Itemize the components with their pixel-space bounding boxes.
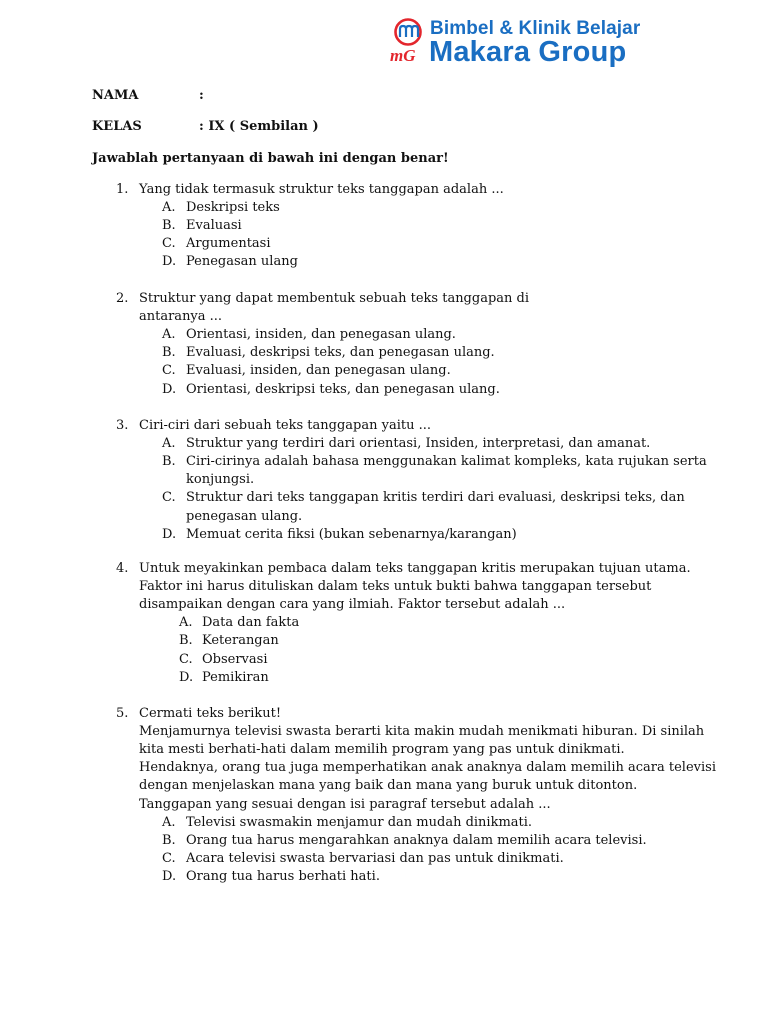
logo-mark-letters: mG xyxy=(390,46,416,64)
option-letter: A. xyxy=(162,327,176,343)
question-text: Ciri-ciri dari sebuah teks tanggapan yaitu ... xyxy=(139,418,431,433)
question-text: Untuk meyakinkan pembaca dalam teks tanggapan kritis merupakan tujuan utama. xyxy=(139,561,691,576)
option-text: Argumentasi xyxy=(186,236,271,252)
option-text: Penegasan ulang xyxy=(186,254,298,270)
option-text: Deskripsi teks xyxy=(186,200,280,216)
name-colon: : xyxy=(199,88,204,103)
makara-logo-icon xyxy=(388,16,432,64)
question-text: dengan menjelaskan mana yang baik dan mana yang buruk untuk ditonton. xyxy=(139,778,638,794)
option-letter: D. xyxy=(162,254,177,270)
option-text: Televisi swasmakin menjamur dan mudah dinikmati. xyxy=(186,814,533,830)
question-number: 2. xyxy=(116,291,129,306)
question-text: Cermati teks berikut! xyxy=(139,706,282,721)
option-text: Evaluasi, insiden, dan penegasan ulang. xyxy=(186,363,451,379)
question-text: Hendaknya, orang tua juga memperhatikan anak anaknya dalam memilih acara televisi xyxy=(139,760,716,776)
option-letter: C. xyxy=(179,651,193,667)
option-letter: C. xyxy=(162,490,176,506)
option-letter: C. xyxy=(162,363,176,379)
option-text: Orientasi, deskripsi teks, dan penegasan ulang. xyxy=(186,381,500,397)
option-text: Pemikiran xyxy=(202,669,269,685)
option-letter: D. xyxy=(179,669,194,685)
option-text: Evaluasi xyxy=(186,218,242,234)
question-text: Struktur yang dapat membentuk sebuah teks tanggapan di xyxy=(139,291,530,306)
question-text: Tanggapan yang sesuai dengan isi paragraf tersebut adalah ... xyxy=(139,796,551,812)
option-text: Acara televisi swasta bervariasi dan pas untuk dinikmati. xyxy=(186,850,564,866)
option-text: Evaluasi, deskripsi teks, dan penegasan ulang. xyxy=(186,345,495,361)
option-text: Memuat cerita fiksi (bukan sebenarnya/karangan) xyxy=(186,526,517,542)
class-label: KELAS xyxy=(92,119,142,134)
option-letter: B. xyxy=(162,454,176,470)
option-letter: B. xyxy=(162,832,176,848)
question-text: disampaikan dengan cara yang ilmiah. Faktor tersebut adalah ... xyxy=(139,597,566,613)
option-letter: B. xyxy=(179,633,193,649)
question-number: 4. xyxy=(116,561,129,576)
option-text: Keterangan xyxy=(202,633,279,649)
question-text: Menjamurnya televisi swasta berarti kita makin mudah menikmati hiburan. Di sinilah xyxy=(139,724,705,740)
question-text: Faktor ini harus dituliskan dalam teks untuk bukti bahwa tanggapan tersebut xyxy=(139,579,652,595)
question-number: 3. xyxy=(116,418,129,433)
option-letter: D. xyxy=(162,381,177,397)
logo-title-line1: Bimbel & Klinik Belajar xyxy=(430,18,641,39)
option-text: Orang tua harus berhati hati. xyxy=(186,868,380,884)
option-text: Orang tua harus mengarahkan anaknya dalam memilih acara televisi. xyxy=(186,832,647,848)
option-letter: C. xyxy=(162,850,176,866)
name-label: NAMA xyxy=(92,88,139,103)
option-letter: A. xyxy=(179,615,193,631)
option-text: Observasi xyxy=(202,651,268,667)
question-number: 5. xyxy=(116,706,129,721)
question-text: antaranya ... xyxy=(139,309,223,325)
question-number: 1. xyxy=(116,182,129,197)
option-text: Struktur dari teks tanggapan kritis terdiri dari evaluasi, deskripsi teks, dan xyxy=(186,490,685,506)
logo-title-line2: Makara Group xyxy=(429,36,627,68)
option-letter: A. xyxy=(162,200,176,216)
option-letter: A. xyxy=(162,814,176,830)
option-text: Orientasi, insiden, dan penegasan ulang. xyxy=(186,327,456,343)
option-text: penegasan ulang. xyxy=(186,508,303,524)
option-letter: A. xyxy=(162,436,176,452)
question-text: kita mesti berhati-hati dalam memilih program yang pas untuk dinikmati. xyxy=(139,742,625,758)
option-letter: D. xyxy=(162,868,177,884)
option-text: Data dan fakta xyxy=(202,615,300,631)
option-letter: B. xyxy=(162,218,176,234)
instruction-text: Jawablah pertanyaan di bawah ini dengan benar! xyxy=(92,151,449,166)
option-text: konjungsi. xyxy=(186,472,255,488)
class-value: : IX ( Sembilan ) xyxy=(199,119,319,134)
option-text: Struktur yang terdiri dari orientasi, Insiden, interpretasi, dan amanat. xyxy=(186,436,651,452)
makara-group-logo xyxy=(388,14,658,66)
option-letter: C. xyxy=(162,236,176,252)
option-letter: B. xyxy=(162,345,176,361)
option-letter: D. xyxy=(162,526,177,542)
question-text: Yang tidak termasuk struktur teks tanggapan adalah ... xyxy=(139,182,504,197)
option-text: Ciri-cirinya adalah bahasa menggunakan kalimat kompleks, kata rujukan serta xyxy=(186,454,707,470)
